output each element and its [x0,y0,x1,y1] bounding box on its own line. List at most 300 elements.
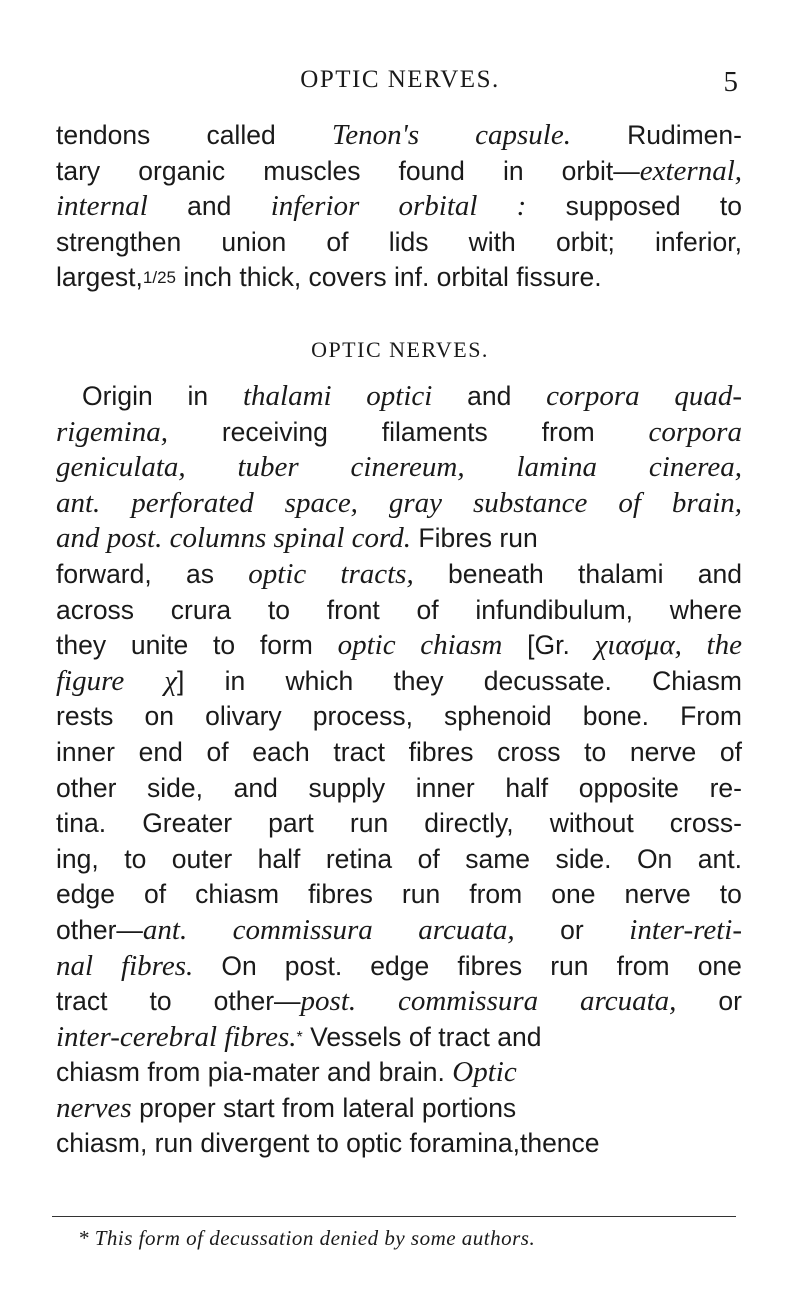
word: form [259,630,313,661]
word-space [396,628,421,664]
word-space [522,877,551,913]
word-space [132,1091,139,1127]
text-line [56,1020,742,1056]
word-space [300,842,325,878]
word-space [611,842,636,878]
word: from [616,950,670,981]
word: commissura [232,913,373,946]
word: pia-mater [207,1057,320,1088]
word: olivary [205,701,282,732]
word: end [138,736,183,767]
word: columns [169,522,267,555]
word-space [313,628,338,664]
word: fibres. [121,949,194,982]
word-space [235,628,260,664]
word-space [544,557,578,593]
word: and [327,1057,372,1088]
word-space [254,486,285,522]
text-line [56,521,742,557]
word: to [124,843,147,874]
word: gray [388,486,443,519]
word: optic [337,629,396,662]
word-space [216,1091,223,1127]
word-space [115,877,144,913]
word: of [417,843,440,874]
text-line [56,735,742,771]
word-space [612,664,652,700]
word: ant. [56,486,101,519]
word: they [56,630,107,661]
word: substance [473,486,588,519]
word: one [697,950,742,981]
word: Greater [142,808,233,839]
word-space [106,806,142,842]
word: cord. [351,522,412,555]
word: thalami [242,380,332,412]
word-space [188,628,213,664]
paragraph-optic-nerves [56,379,742,1162]
word: infundibulum, [475,594,634,625]
word: ing, [56,843,99,874]
word-space [682,628,707,664]
word: On [636,843,673,874]
paragraph-tenons-capsule [56,118,742,296]
word-space [153,379,188,415]
word: union [221,226,287,257]
word-space [115,735,139,771]
word-space [571,118,627,154]
word: tract [56,986,108,1017]
word: ant. [142,913,188,946]
word-space [106,628,131,664]
word: retina [325,843,393,874]
word: run [499,523,538,554]
text-line [56,1126,742,1162]
page-number: 5 [723,66,738,98]
word-space [597,450,649,486]
word: run [349,808,389,839]
word: internal [56,190,148,223]
word: cinerea, [648,451,742,484]
text-line [56,189,742,225]
word: receiving [221,416,328,447]
word-space [134,593,171,629]
word: in [224,665,246,696]
word-space [419,118,475,154]
word: across [56,594,135,625]
word-space [193,949,221,985]
word-space [344,521,351,557]
word-space [431,1020,438,1056]
word-space [181,225,221,261]
text-segment: chiasm, run divergent to optic foramina,thence [56,1128,600,1159]
word: cross- [669,808,742,839]
word: beneath [447,558,544,589]
word: Chiasm [652,665,742,696]
text-line [56,699,742,735]
word-space [488,415,542,451]
word-space [152,557,186,593]
text-line [56,984,742,1020]
word-space [392,842,417,878]
text-line [56,949,742,985]
word: edge [370,950,430,981]
word: half [505,772,549,803]
word-space [231,593,268,629]
word: : [516,190,527,223]
word: of [206,736,229,767]
word-space [414,557,448,593]
word-space [445,1055,452,1091]
word-space [335,1091,342,1127]
word: to [149,986,172,1017]
word: brain. [378,1057,445,1088]
text-line [56,1055,742,1091]
word-space [634,806,670,842]
word-space [385,771,416,807]
word: cross [497,736,561,767]
word-space [203,771,234,807]
word: fibres [457,950,523,981]
word: found [398,155,465,186]
word: from [541,416,595,447]
word-space [373,877,402,913]
word: of [408,1021,431,1052]
word-space [633,593,670,629]
word: or [718,986,742,1017]
running-header [0,66,800,106]
word-space [388,806,424,842]
word-space [148,189,187,225]
text-line [56,877,742,913]
word: chiasm [420,629,503,662]
word: sphenoid [444,701,552,732]
word-space [356,984,398,1020]
word-space [303,1020,310,1056]
word-space [146,842,171,878]
word-space [679,771,710,807]
word: brain, [671,486,742,519]
word-space [681,189,720,225]
word: to [719,879,742,910]
word-space [432,379,467,415]
word: to [267,594,291,625]
word-space [439,593,476,629]
word: fibres. [224,1020,297,1053]
word-space [310,735,334,771]
word-space [278,771,309,807]
word: organic [138,155,226,186]
word: orbit— [561,155,640,186]
word-space [100,486,131,522]
word: cinereum, [350,451,465,484]
word-space [140,1055,147,1091]
word: capsule. [475,119,571,151]
word-space [314,806,350,842]
word-space [168,415,222,451]
word: unite [130,630,189,661]
word: and [187,191,232,222]
footnote: * This form of decussation denied by some authors. [78,1226,536,1250]
word-space [184,664,224,700]
word: ] [177,665,185,696]
text-segment: largest, [56,262,143,293]
word: of [416,594,439,625]
text-line [56,1091,742,1127]
word: rests [56,701,114,732]
word-space [232,842,257,878]
word-space [641,486,672,522]
word: χιασμα, [594,629,682,662]
word-space [552,699,583,735]
word: or [560,914,584,945]
word-space [150,118,206,154]
text-line [56,486,742,522]
word-space [560,735,584,771]
word: which [285,665,354,696]
word: tuber [237,451,299,484]
word-space [606,735,630,771]
word-space [100,154,138,190]
word-space [515,913,561,949]
word: the [706,629,742,662]
word: inferior, [655,226,742,257]
word: portions [421,1092,517,1123]
word-space [245,664,285,700]
word-space [100,521,107,557]
word-space [113,699,144,735]
word: called [206,120,276,150]
word: arcuata, [580,985,677,1018]
word: Fibres [418,523,493,554]
word: ant. [697,843,742,874]
word: one [551,879,596,910]
word: in [187,381,209,411]
word: On [221,950,257,981]
word: of [143,879,167,910]
text-line [56,628,742,664]
word: quad- [674,380,742,412]
word-space [124,664,164,700]
word-space [538,984,580,1020]
word-space [524,154,562,190]
word-space [306,557,340,593]
word-space [183,735,207,771]
text-line [56,913,742,949]
word: Tenon's [331,119,420,151]
word-space [516,225,556,261]
word-space [358,486,389,522]
word-space [413,699,444,735]
word: to [719,191,742,222]
word: optic [248,557,307,590]
word-space [502,628,527,664]
word-space [99,842,124,878]
word-space [371,1055,378,1091]
word-space [490,1020,497,1056]
word-space [359,189,398,225]
word: and [467,381,512,411]
word: where [669,594,742,625]
word: same [465,843,531,874]
word-space [530,842,555,878]
word: from [147,1057,201,1088]
word: start [223,1092,275,1123]
word: perforated [131,486,254,519]
word-space [290,593,327,629]
word-space [275,1091,282,1127]
word: other— [56,914,143,945]
text-line [56,557,742,593]
word: and [697,558,742,589]
word: post. [284,950,343,981]
word-space [672,842,697,878]
footnote-rule [52,1216,736,1217]
word: half [257,843,301,874]
word-space [595,877,624,913]
word: inter-reti- [629,913,742,946]
word: opposite [578,772,679,803]
word-space [477,189,516,225]
word: inferior [270,190,360,223]
word-space [332,379,367,415]
word: chiasm [195,879,280,910]
word-space [93,949,121,985]
word: from [281,1092,335,1123]
word-space [473,735,497,771]
word-space [511,379,546,415]
word-space [299,450,351,486]
word: rigemina, [56,415,168,448]
word-space [442,486,473,522]
word: without [549,808,634,839]
word-space [663,557,697,593]
word: Optic [452,1056,517,1089]
word: in [502,155,524,186]
word: of [326,226,349,257]
word: and [497,1021,542,1052]
word-space [691,877,720,913]
word-space [232,806,268,842]
word-space [440,842,465,878]
word-space [640,379,675,415]
word: of [719,736,742,767]
word-space [320,1055,327,1091]
text-line [56,842,742,878]
word-space [589,949,617,985]
word: to [584,736,607,767]
word: orbit; [555,226,615,257]
word-space [670,949,698,985]
word: fibres [408,736,474,767]
word: space, [284,486,358,519]
word-space [584,913,630,949]
word: front [326,594,380,625]
word-space [444,664,484,700]
word: side, [147,772,204,803]
word: nal [56,949,94,982]
word: lids [388,226,429,257]
word: run [550,950,589,981]
word: lamina [516,451,598,484]
word: supposed [565,191,681,222]
word-space [231,189,270,225]
word-space [166,877,195,913]
word: other [56,772,117,803]
word: optici [366,380,433,412]
word-space [465,450,517,486]
word-space [266,521,273,557]
word: * [296,1028,303,1046]
word: on [144,701,175,732]
word-space [342,949,370,985]
word-space [649,699,680,735]
word-space [492,521,499,557]
word-space [526,189,565,225]
word-space [349,225,389,261]
word: fibres [308,879,373,910]
word: muscles [263,155,361,186]
word: thalami [578,558,664,589]
word-space [411,521,418,557]
word-space [276,118,332,154]
word: forward, [56,558,152,589]
word: figure [56,664,125,697]
text-line [56,154,742,190]
word: as [186,558,214,589]
word-space [475,771,506,807]
word: crura [170,594,232,625]
fraction: 1/25 [142,268,176,288]
word-space [187,913,232,949]
word-space [172,984,214,1020]
word-space [373,913,418,949]
word-space [548,771,579,807]
word: tract [438,1021,490,1052]
word: tracts, [340,557,414,590]
text-line [56,379,742,415]
word: re- [709,772,742,803]
text-line [56,771,742,807]
text-line [56,450,742,486]
word-space [214,557,248,593]
word: lateral [342,1092,415,1123]
word: tary [56,155,101,186]
word-space [429,949,457,985]
word-space [217,1020,224,1056]
word: each [252,736,310,767]
word-space [360,154,398,190]
word: bone. [582,701,650,732]
word: supply [308,772,386,803]
text-line [56,415,742,451]
word: inter-cerebral [56,1020,218,1053]
word: Origin [82,381,153,411]
word: [Gr. [527,630,570,661]
word: side. [555,843,612,874]
word-space [200,1055,207,1091]
word-space [174,699,205,735]
word: Vessels [310,1021,402,1052]
word: χ [164,664,178,697]
word-space [380,593,417,629]
word: outer [171,843,233,874]
word: edge [56,879,115,910]
word-space [595,415,649,451]
word: and [233,772,278,803]
text-line [56,806,742,842]
word: chiasm [56,1057,140,1088]
